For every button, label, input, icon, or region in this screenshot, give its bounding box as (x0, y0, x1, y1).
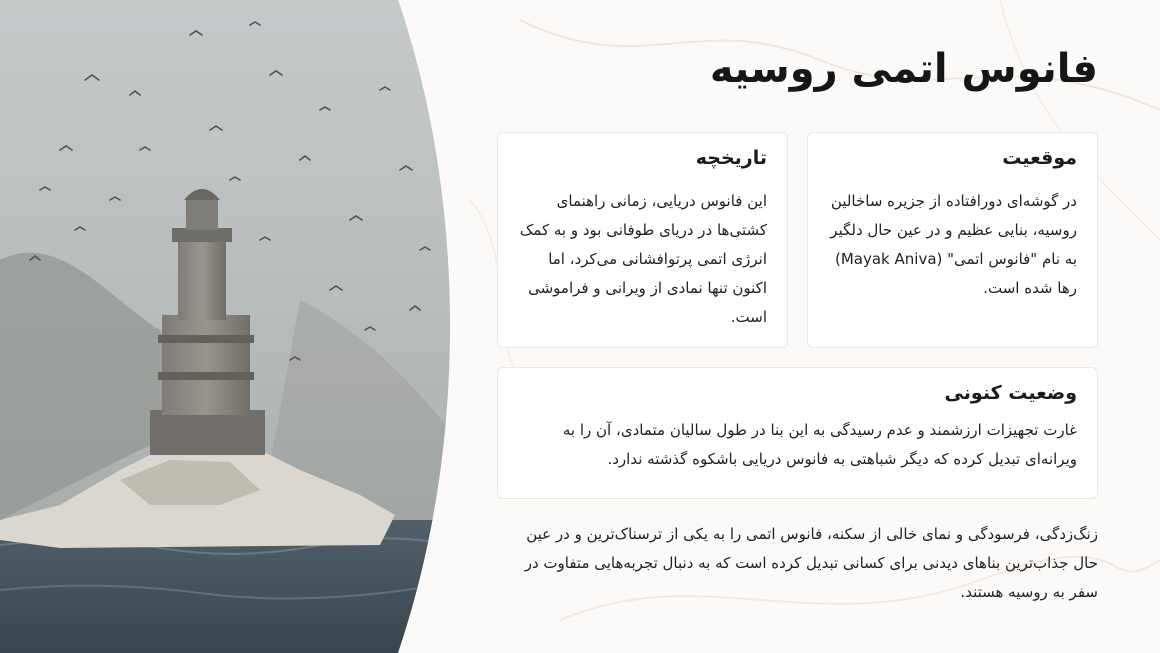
card-body: غارت تجهیزات ارزشمند و عدم رسیدگی به این بنا در طول سالیان متمادی، آن را به ویرانه‌ای تبدیل کرده که دیگر شباهتی به فانوس دریایی باشکوه گذشته ندارد. (562, 421, 1077, 468)
card-current-status (497, 367, 1098, 499)
card-heading: تاریخچه (695, 147, 767, 169)
closing-paragraph: زنگ‌زدگی، فرسودگی و نمای خالی از سکنه، فانوس اتمی را به یکی از ترسناک‌ترین و در عین حال جذاب‌ترین بناهای دیدنی برای کسانی تبدیل کرده است که به دنبال تجربه‌هایی متفاوت در سفر به روسیه هستند. (524, 525, 1098, 601)
card-history (497, 132, 788, 348)
card-heading: وضعیت کنونی (944, 382, 1077, 404)
card-location (807, 132, 1098, 348)
card-body: این فانوس دریایی، زمانی راهنمای کشتی‌ها در دریای طوفانی بود و به کمک انرژی اتمی پرتوافشانی می‌کرد، اما اکنون تنها نمادی از ویرانی و فراموشی است. (519, 192, 767, 326)
card-heading: موقعیت (1002, 147, 1077, 169)
slide-title: فانوس اتمی روسیه (709, 46, 1098, 92)
card-body: در گوشه‌ای دورافتاده از جزیره ساخالین روسیه، بنایی عظیم و در عین حال دلگیر به نام "فانوس اتمی" (Mayak Aniva) رها شده است. (830, 192, 1077, 297)
